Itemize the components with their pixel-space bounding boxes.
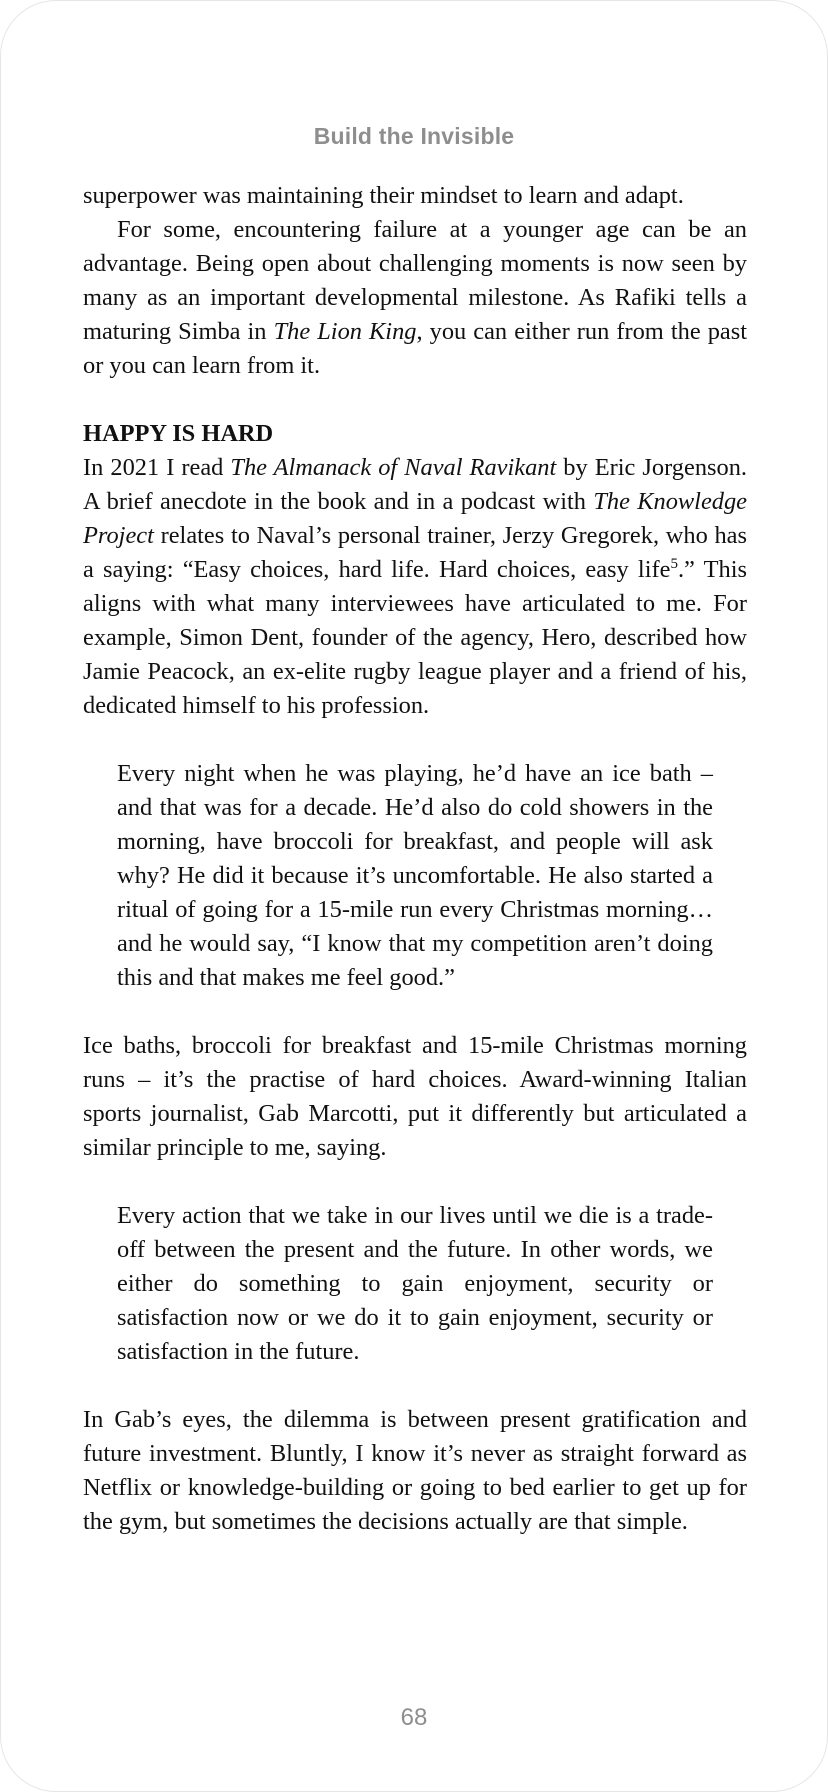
- block-quote-marcotti: Every action that we take in our lives until we die is a trade-off between the present and the future. In other words, we either do something to gain enjoyment, security or satisfaction now or we do it to gain enjoyment, security or satisfaction in the future.: [117, 1202, 713, 1365]
- paragraph-text: by Eric Jorgenson. A brief anecdote in the book and in a podcast with: [83, 454, 747, 515]
- section-heading: HAPPY IS HARD: [83, 420, 274, 447]
- paragraph-text: In 2021 I read: [83, 454, 231, 481]
- paragraph-hard-choices: Ice baths, broccoli for breakfast and 15-mile Christmas morning runs – it’s the practise of hard choices. Award-winning Italian sports journalist, Gab Marcotti, put it differently but articulated a similar principle to me, saying.: [83, 1032, 747, 1161]
- paragraph-text: For some, encountering failure at a younger age can be an advantage. Being open about challenging moments is now seen by many as an important developmental milestone. As Rafiki tells a maturing Simba in: [83, 216, 747, 345]
- running-head: Build the Invisible: [313, 123, 515, 149]
- paragraph-text: superpower was maintaining their mindset to learn and adapt.: [83, 182, 684, 209]
- paragraph-continuation: [83, 179, 747, 213]
- book-title: The Almanack of Naval Ravikant: [230, 454, 557, 481]
- block-quote-peacock: Every night when he was playing, he’d have an ice bath – and that was for a decade. He’d also do cold showers in the morning, have broccoli for breakfast, and people will ask why? He did it because it’s uncomfortable. He also started a ritual of going for a 15-mile run every Christmas morning… and he would say, “I know that my competition aren’t doing this and that makes me feel good.”: [117, 760, 713, 991]
- paragraph-text: , you can either run from the past or you can learn from it.: [83, 318, 747, 379]
- podcast-title: The Knowledge Project: [83, 488, 747, 549]
- page-text[interactable]: [83, 179, 747, 1539]
- footnote-marker[interactable]: 5: [670, 556, 678, 572]
- paragraph-text: relates to Naval’s personal trainer, Jerzy Gregorek, who has a saying: “Easy choices, hard life. Hard choices, easy life: [83, 522, 747, 583]
- book-title: The Lion King: [273, 318, 417, 345]
- page-number: 68: [400, 1704, 428, 1731]
- paragraph-gratification: In Gab’s eyes, the dilemma is between present gratification and future investment. Bluntly, I know it’s never as straight forward as Netflix or knowledge-building or going to bed earlier to get up for the gym, but sometimes the decisions actually are that simple.: [83, 1406, 747, 1535]
- paragraph-failure: [83, 213, 747, 383]
- paragraph-naval: [83, 451, 747, 723]
- paragraph-text: .” This aligns with what many interviewees have articulated to me. For example, Simon Dent, founder of the agency, Hero, described how Jamie Peacock, an ex-elite rugby league player and a friend of his, dedicated himself to his profession.: [83, 556, 747, 719]
